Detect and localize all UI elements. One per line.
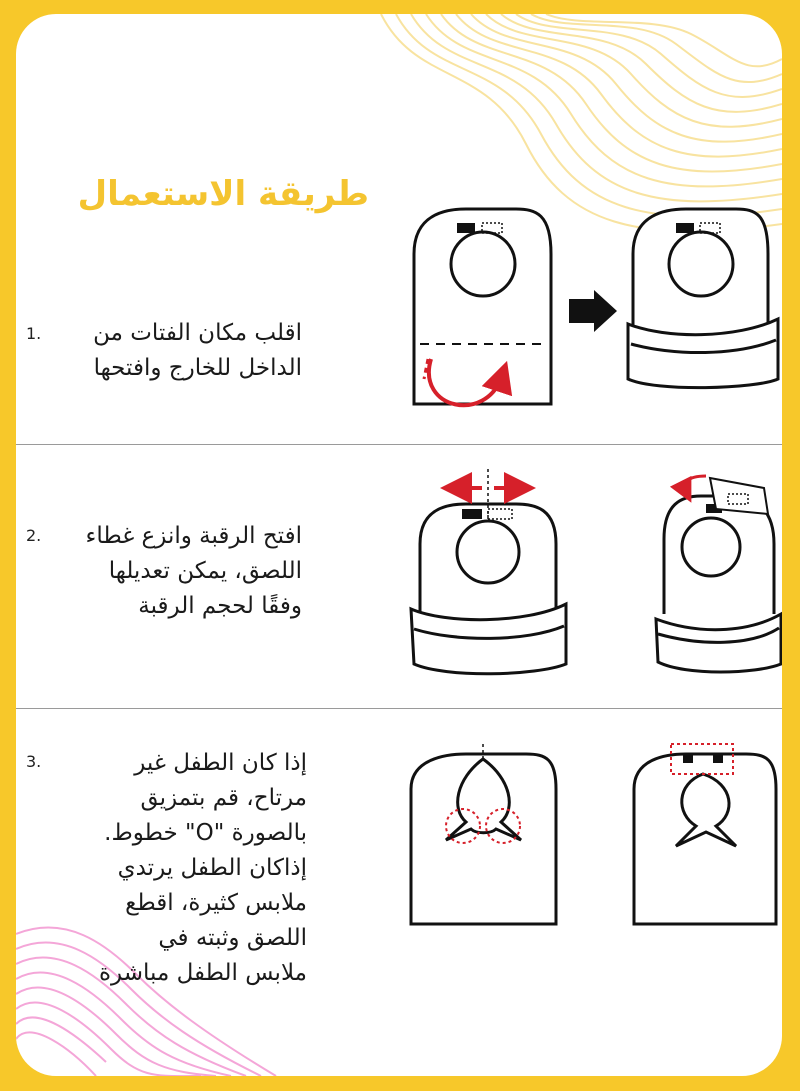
- bib-open-illustration: [628, 209, 778, 388]
- step-1-line: اقلب مكان الفتات من: [93, 320, 302, 346]
- step-1-number: 1.: [26, 324, 42, 343]
- step-1-line: الداخل للخارج وافتحها: [93, 355, 302, 381]
- next-arrow-icon: [569, 290, 617, 332]
- step-2-line: افتح الرقبة وانزع غطاء: [85, 523, 302, 549]
- bib-neck-adjust-illustration: [411, 469, 566, 674]
- step-2-line: اللصق، يمكن تعديلها: [108, 558, 302, 584]
- step-3-line: مرتاح، قم بتمزيق: [140, 785, 307, 811]
- step-3-line: اللصق وثبته في: [158, 925, 307, 951]
- page-title: طريقة الاستعمال: [77, 174, 369, 214]
- instruction-card: [16, 14, 782, 1076]
- step-2-number: 2.: [26, 526, 42, 545]
- step-3-line: بالصورة "O" خطوط.: [104, 820, 307, 846]
- bib-tear-lines-illustration: [411, 744, 556, 924]
- bib-closed-illustration: [414, 209, 551, 405]
- step-2-line: وفقًا لحجم الرقبة: [138, 593, 302, 619]
- step-3-line: ملابس الطفل مباشرة: [99, 960, 307, 986]
- bib-peel-cover-illustration: [656, 476, 781, 672]
- step-3-line: ملابس كثيرة، اقطع: [125, 890, 307, 916]
- illustrations: [16, 14, 782, 1076]
- step-3-number: 3.: [26, 752, 42, 771]
- step-3-line: إذا كان الطفل غير: [134, 750, 307, 776]
- bib-attach-clothes-illustration: [634, 744, 776, 924]
- step-3-line: إذاكان الطفل يرتدي: [117, 855, 307, 881]
